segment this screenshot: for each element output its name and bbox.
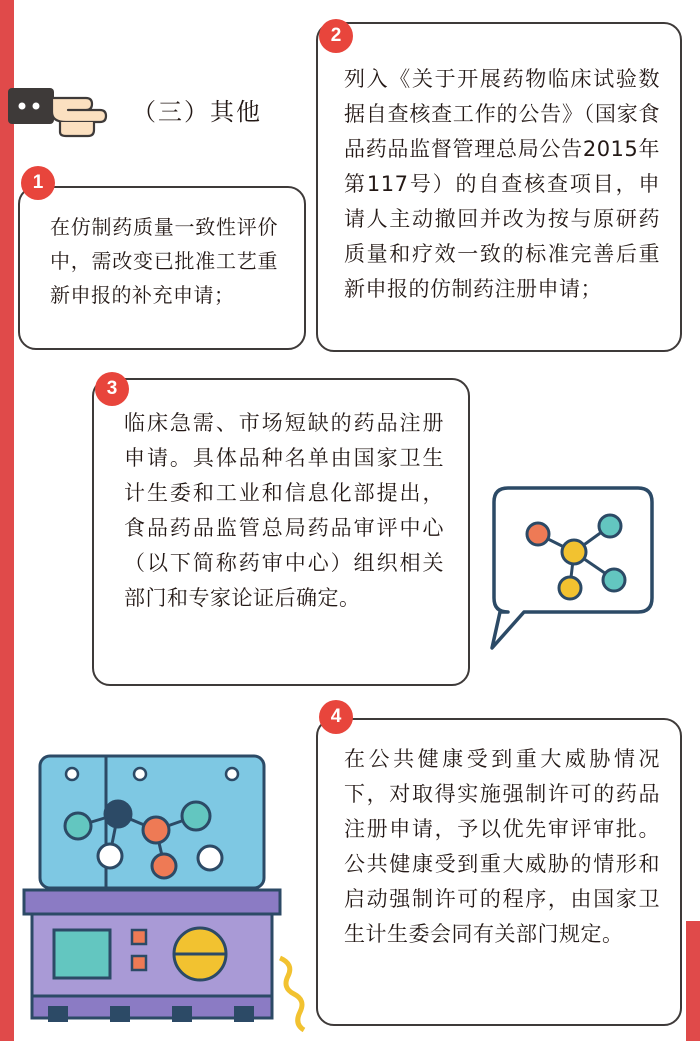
badge-1: 1 [21, 166, 55, 200]
pointing-hand-icon [8, 80, 120, 138]
callout-box-4 [316, 718, 682, 1026]
callout-text-2: 列入《关于开展药物临床试验数据自查核查工作的公告》（国家食品药品监督管理总局公告2015年第117号）的自查核查项目，申请人主动撤回并改为按与原研药质量和疗效一致的标准完善后重新申报的仿制药注册申请； [344, 67, 660, 301]
page-title: （三）其他 [132, 98, 262, 126]
callout-box-2 [316, 22, 682, 352]
callout-text-3: 临床急需、市场短缺的药品注册申请。具体品种名单由国家卫生计生委和工业和信息化部提出，食品药品监管总局药品审评中心（以下简称药审中心）组织相关部门和专家论证后确定。 [124, 411, 444, 610]
badge-4: 4 [319, 700, 353, 734]
lab-machine-icon [14, 748, 334, 1038]
badge-3: 3 [95, 372, 129, 406]
callout-box-3 [92, 378, 470, 686]
left-red-bar [0, 0, 14, 1041]
bottom-right-red-bar [686, 921, 700, 1041]
molecule-icon [478, 482, 658, 662]
callout-text-1: 在仿制药质量一致性评价中，需改变已批准工艺重新申报的补充申请； [50, 215, 278, 307]
badge-2: 2 [319, 19, 353, 53]
callout-box-1 [18, 186, 306, 350]
callout-text-4: 在公共健康受到重大威胁情况下，对取得实施强制许可的药品注册申请，予以优先审评审批。公共健康受到重大威胁的情形和启动强制许可的程序，由国家卫生计生委会同有关部门规定。 [344, 747, 660, 946]
